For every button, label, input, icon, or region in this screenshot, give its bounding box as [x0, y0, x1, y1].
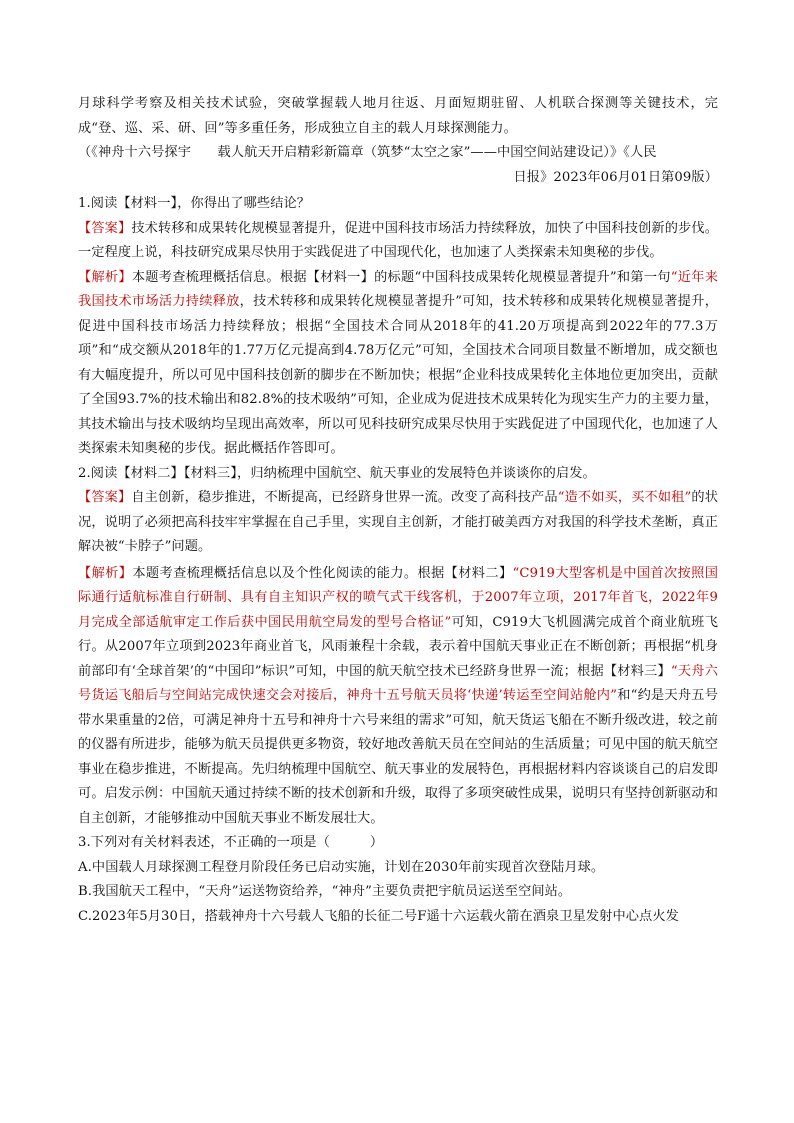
answer-tag: 【答案】 — [78, 490, 132, 505]
question-1-analysis — [78, 266, 718, 462]
question-2-analysis — [78, 562, 718, 832]
option-c: C.2023年5月30日，搭载神舟十六号载人飞船的长征二号F遥十六运载火箭在酒泉卫星发射中心点火发 — [78, 908, 679, 924]
question-3: 3.下列对有关材料表述，不正确的一项是（ ） — [78, 835, 384, 850]
analysis-quote-1: “C919大型客机是中国首次按照国际通行适航标准自行研制、具有自主知识产权的喷气式干线客机，于2007年立项，2017年首飞，2022年9月完成全部适航审定工作后获中国民用航空局发的型号合格证” — [78, 565, 718, 630]
analysis-text: 本题考查梳理概括信息。根据【材料一】的标题“中国科技成果转化规模显著提升”和第一句 — [131, 269, 671, 285]
question-1: 1.阅读【材料一】，你得出了哪些结论？ — [78, 196, 311, 211]
analysis-tag: 【解析】 — [78, 269, 132, 285]
analysis-text-cont: 可知，C919大飞机圆满完成首个商业航班飞行。从2007年立项到2023年商业首飞，风雨兼程十余载，表示着中国航天事业正在不断创新；再根据“机身前部印有‘全球首架’的“中国印”标识”可知，中国的航天航空技术已经跻身世界一流；根据【材料三】 — [78, 614, 718, 679]
analysis-text: 本题考查梳理概括信息以及个性化阅读的能力。根据【材料二】 — [132, 565, 513, 581]
material-paragraph-end: 月球科学考察及相关技术试验，突破掌握载人地月往返、月面短期驻留、人机联合探测等关键技术，完成“登、巡、采、研、回”等多重任务，形成独立自主的载人月球探测能力。 — [78, 96, 718, 136]
question-1-answer — [78, 217, 718, 266]
source-citation-line2: 日报》2023年06月01日第09版） — [513, 169, 718, 185]
analysis-tag: 【解析】 — [78, 565, 133, 581]
answer-text: 自主创新，稳步推进，不断提高，已经跻身世界一流。改变了高科技产品 — [131, 490, 558, 505]
answer-quote: “造不如买，买不如租” — [557, 490, 692, 505]
option-b: B.我国航天工程中，“天舟”运送物资给养，“神舟”主要负责把宇航员运送至空间站。 — [78, 884, 572, 899]
question-2-answer — [78, 486, 718, 560]
source-citation-line1: （《神舟十六号探宇 载人航天开启精彩新篇章（筑梦“太空之家”——中国空间站建设记）》《人民 — [78, 145, 657, 160]
question-2: 2.阅读【材料二】【材料三】，归纳梳理中国航空、航天事业的发展特色并谈谈你的启发。 — [78, 465, 596, 481]
document-page — [78, 92, 718, 929]
analysis-quote: “近年来我国技术市场活力持续释放 — [78, 269, 718, 309]
analysis-quote-2: “天舟六号货运飞船后与空间站完成快速交会对接后，神舟十五号航天员将‘快递’转运至空间站舱内” — [78, 663, 718, 703]
answer-tag: 【答案】 — [78, 220, 132, 236]
answer-text-cont: 的状况，说明了必须把高科技牢牢掌握在自己手里，实现自主创新，才能打破美西方对我国的科学技术垄断，真正解决被“卡脖子”问题。 — [78, 490, 719, 554]
option-a: A.中国载人月球探测工程登月阶段任务已启动实施，计划在2030年前实现首次登陆月球。 — [78, 859, 605, 875]
answer-text: 技术转移和成果转化规模显著提升，促进中国科技市场活力持续释放，加快了中国科技创新的步伐。一定程度上说，科技研究成果尽快用于实践促进了中国现代化，也加速了人类探索未知奥秘的步伐。 — [78, 220, 718, 260]
analysis-text-cont: ，技术转移和成果转化规模显著提升”可知，技术转移和成果转化规模显著提升，促进中国科技市场活力持续释放；根据“全国技术合同从2018年的41.20万项提高到2022年的77.3万项”和“成交额从2018年的1.77万亿元提高到4.78万亿元”可知，全国技术合同项目数量不断增加，成交额也有大幅度提升，所以可见中国科技创新的脚步在不断加快；根据“企业科技成果转化主体地位更加突出，贡献了全国93.7%的技术输出和82.8%的技术吸纳”可知，企业成为促进技术成果转化为现实生产力的主要力量，其技术输出与技术吸纳均呈现出高效率，所以可见科技研究成果尽快用于实践促进了中国现代化，也加速了人类探索未知奥秘的步伐。据此概括作答即可。 — [78, 294, 718, 456]
analysis-text-end: 和“约是天舟五号带水果重量的2倍，可满足神舟十五号和神舟十六号来组的需求”可知，航天货运飞船在不断升级改进，较之前的仪器有所进步，能够为航天员提供更多物资，较好地改善航天员在空间站的生活质量；可见中国的航天航空事业在稳步推进，不断提高。先归纳梳理中国航空、航天事业的发展特色，再根据材料内容谈谈自己的启发即可。启发示例：中国航天通过持续不断的技术创新和升级，取得了多项突破性成果，说明只有坚持创新驱动和自主创新，才能够推动中国航天事业不断发展壮大。 — [78, 688, 718, 826]
